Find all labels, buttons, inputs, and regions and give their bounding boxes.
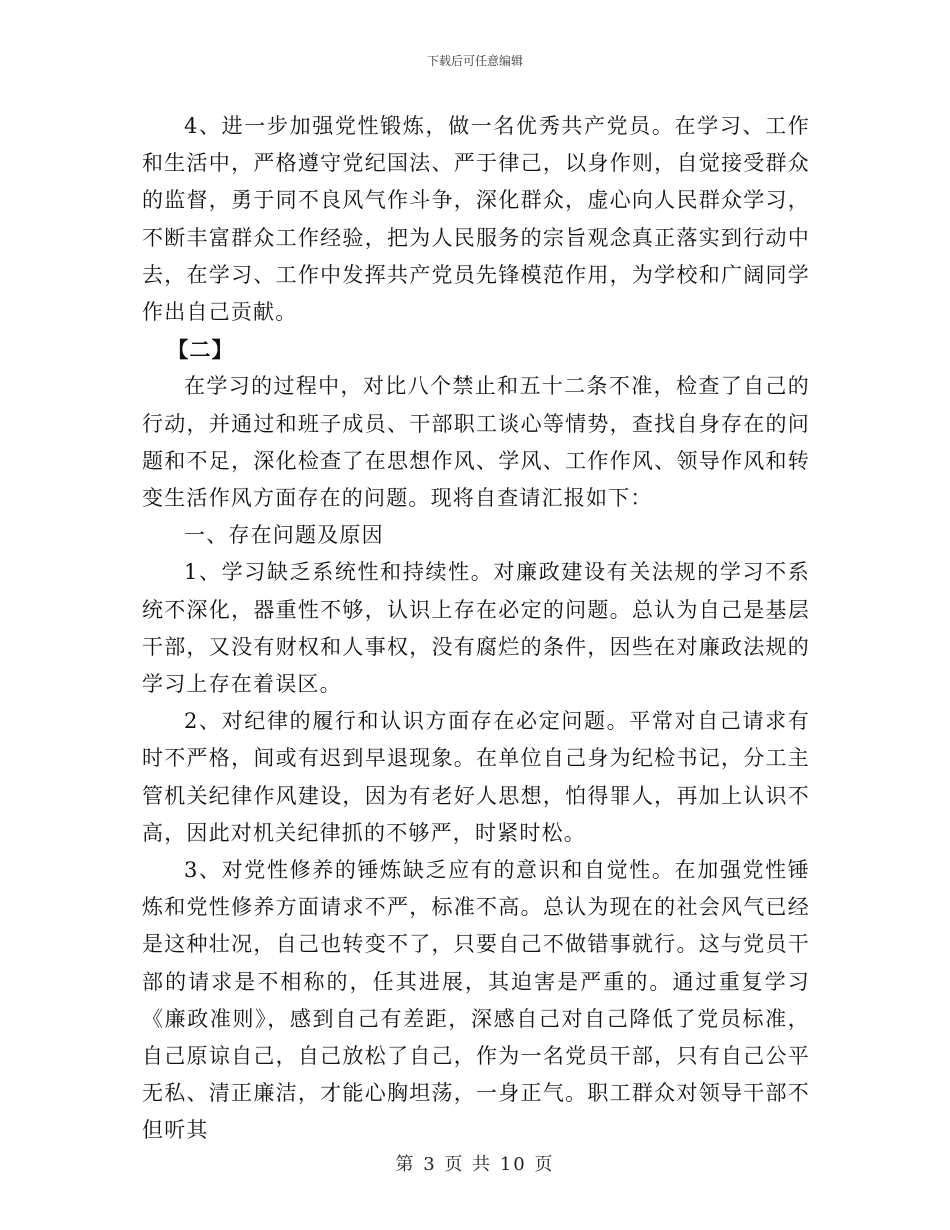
page-header-note: 下载后可任意编辑 xyxy=(426,54,523,68)
subheading-problems-and-causes: 一、存在问题及原因 xyxy=(184,523,384,548)
paragraph-point-4: 4、进一步加强党性锻炼，做一名优秀共产党员。在学习、工作和生活中，严格遵守党纪国法、严于律己，以身作则，自觉接受群众的监督，勇于同不良风气作斗争，深化群众，虚心向人民群众学习，不断丰富群众工作经验，把为人民服务的宗旨观念真正落实到行动中去，在学习、工作中发挥共产党员先锋模范作用，为学校和广阔同学作出自己贡献。 xyxy=(142,114,810,325)
section-heading-two: 【二】 xyxy=(167,337,234,363)
paragraph-intro: 在学习的过程中，对比八个禁止和五十二条不准，检查了自己的行动，并通过和班子成员、干部职工谈心等情势，查找自身存在的问题和不足，深化检查了在思想作风、学风、工作作风、领导作风和转变生活作风方面存在的问题。现将自查请汇报如下： xyxy=(142,374,810,511)
paragraph-point-1: 1、学习缺乏系统性和持续性。对廉政建设有关法规的学习不系统不深化，器重性不够，认识上存在必定的问题。总认为自己是基层干部，又没有财权和人事权，没有腐烂的条件，因些在对廉政法规的学习上存在着误区。 xyxy=(142,560,810,697)
paragraph-point-3: 3、对党性修养的锤炼缺乏应有的意识和自觉性。在加强党性锤炼和党性修养方面请求不严，标准不高。总认为现在的社会风气已经是这种壮况，自己也转变不了，只要自己不做错事就行。这与党员干部的请求是不相称的，任其进展，其迫害是严重的。通过重复学习《廉政准则》，感到自己有差距，深感自己对自己降低了党员标准，自己原谅自己，自己放松了自己，作为一名党员干部，只有自己公平无私、清正廉洁，才能心胸坦荡，一身正气。职工群众对领导干部不但听其 xyxy=(142,858,810,1143)
document-body xyxy=(142,108,810,1150)
page-number-footer: 第 3 页 共 10 页 xyxy=(395,1154,555,1175)
paragraph-point-2: 2、对纪律的履行和认识方面存在必定问题。平常对自己请求有时不严格，间或有迟到早退现象。在单位自己身为纪检书记，分工主管机关纪律作风建设，因为有老好人思想，怕得罪人，再加上认识不高，因此对机关纪律抓的不够严，时紧时松。 xyxy=(142,709,810,845)
